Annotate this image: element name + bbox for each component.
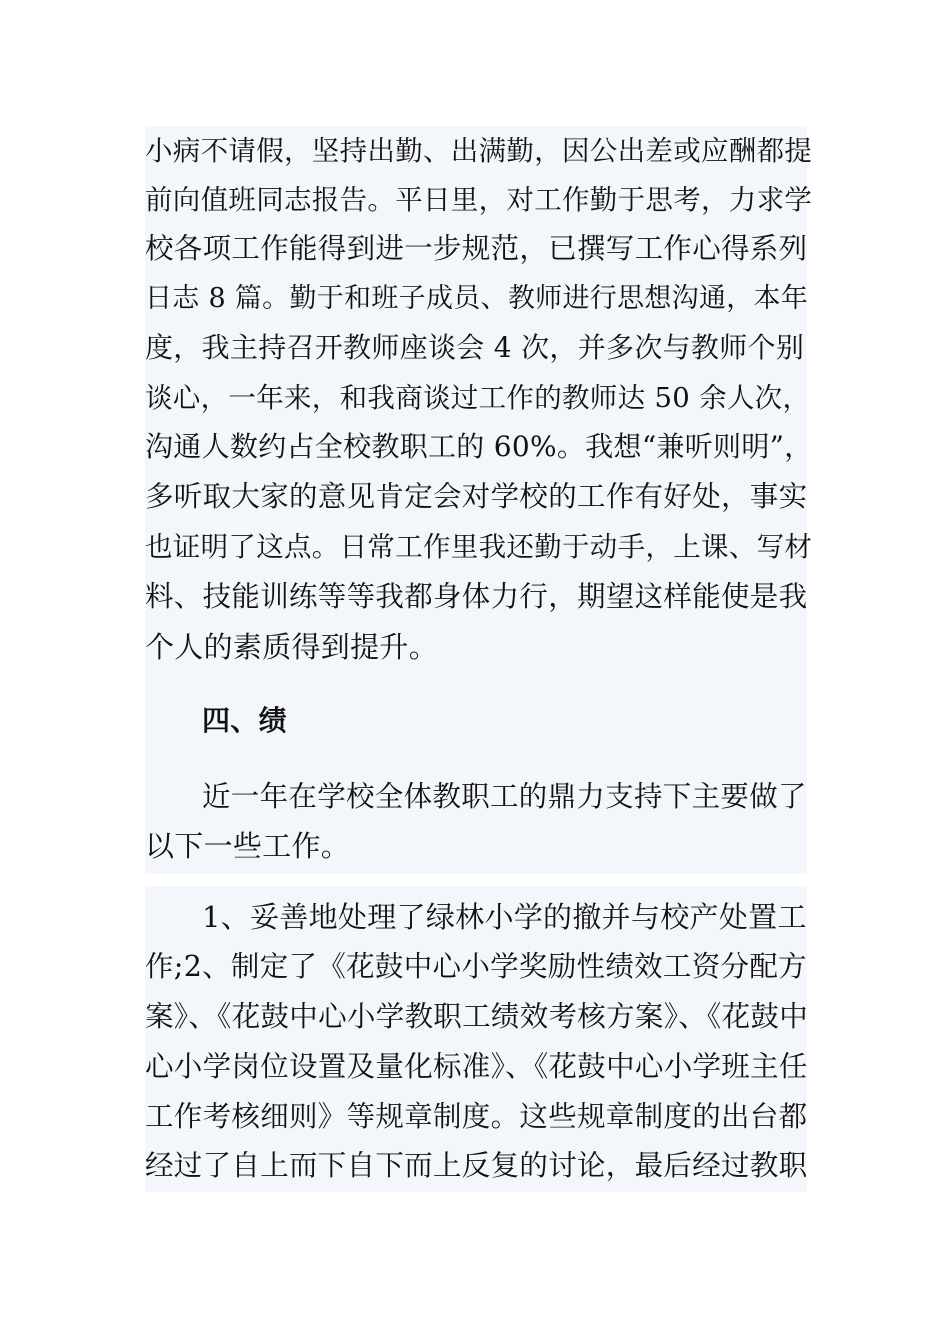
text-line: 谈心，一年来，和我商谈过工作的教师达 50 余人次， [145, 382, 811, 414]
paragraph-work-list [145, 886, 807, 1192]
text-line: 作;2、制定了《花鼓中心小学奖励性绩效工资分配方 [145, 950, 807, 983]
text-line: 多听取大家的意见肯定会对学校的工作有好处，事实 [145, 480, 808, 513]
text-line: 案》、《花鼓中心小学教职工绩效考核方案》、《花鼓中 [145, 1000, 809, 1033]
text-line: 前向值班同志报告。平日里，对工作勤于思考，力求学 [145, 184, 813, 216]
text-line: 沟通人数约占全校教职工的 60%。我想“兼听则明”， [145, 430, 813, 463]
text-line: 也证明了这点。日常工作里我还勤于动手，上课、写材 [145, 531, 813, 563]
text-line: 小病不请假，坚持出勤、出满勤，因公出差或应酬都提 [145, 135, 813, 167]
section-achievements [145, 674, 807, 874]
text-line: 个人的素质得到提升。 [145, 630, 439, 664]
text-line: 工作考核细则》等规章制度。这些规章制度的出台都 [145, 1100, 808, 1133]
text-line: 近一年在学校全体教职工的鼎力支持下主要做了 [202, 780, 807, 813]
text-line: 以下一些工作。 [145, 829, 351, 863]
text-line: 校各项工作能得到进一步规范，已撰写工作心得系列 [145, 232, 808, 265]
text-line: 1、妥善地处理了绿林小学的撤并与校产处置工 [202, 900, 807, 934]
text-line: 日志 8 篇。勤于和班子成员、教师进行思想沟通，本年 [145, 283, 809, 314]
text-line: 经过了自上而下自下而上反复的讨论，最后经过教职 [145, 1149, 808, 1182]
text-line: 料、技能训练等等我都身体力行，期望这样能使是我 [145, 580, 808, 613]
paragraph-self-discipline [145, 126, 813, 674]
text-line: 度，我主持召开教师座谈会 4 次，并多次与教师个别 [145, 331, 805, 364]
section-heading: 四、绩 [202, 704, 287, 737]
text-line: 心小学岗位设置及量化标准》、《花鼓中心小学班主任 [145, 1050, 808, 1083]
